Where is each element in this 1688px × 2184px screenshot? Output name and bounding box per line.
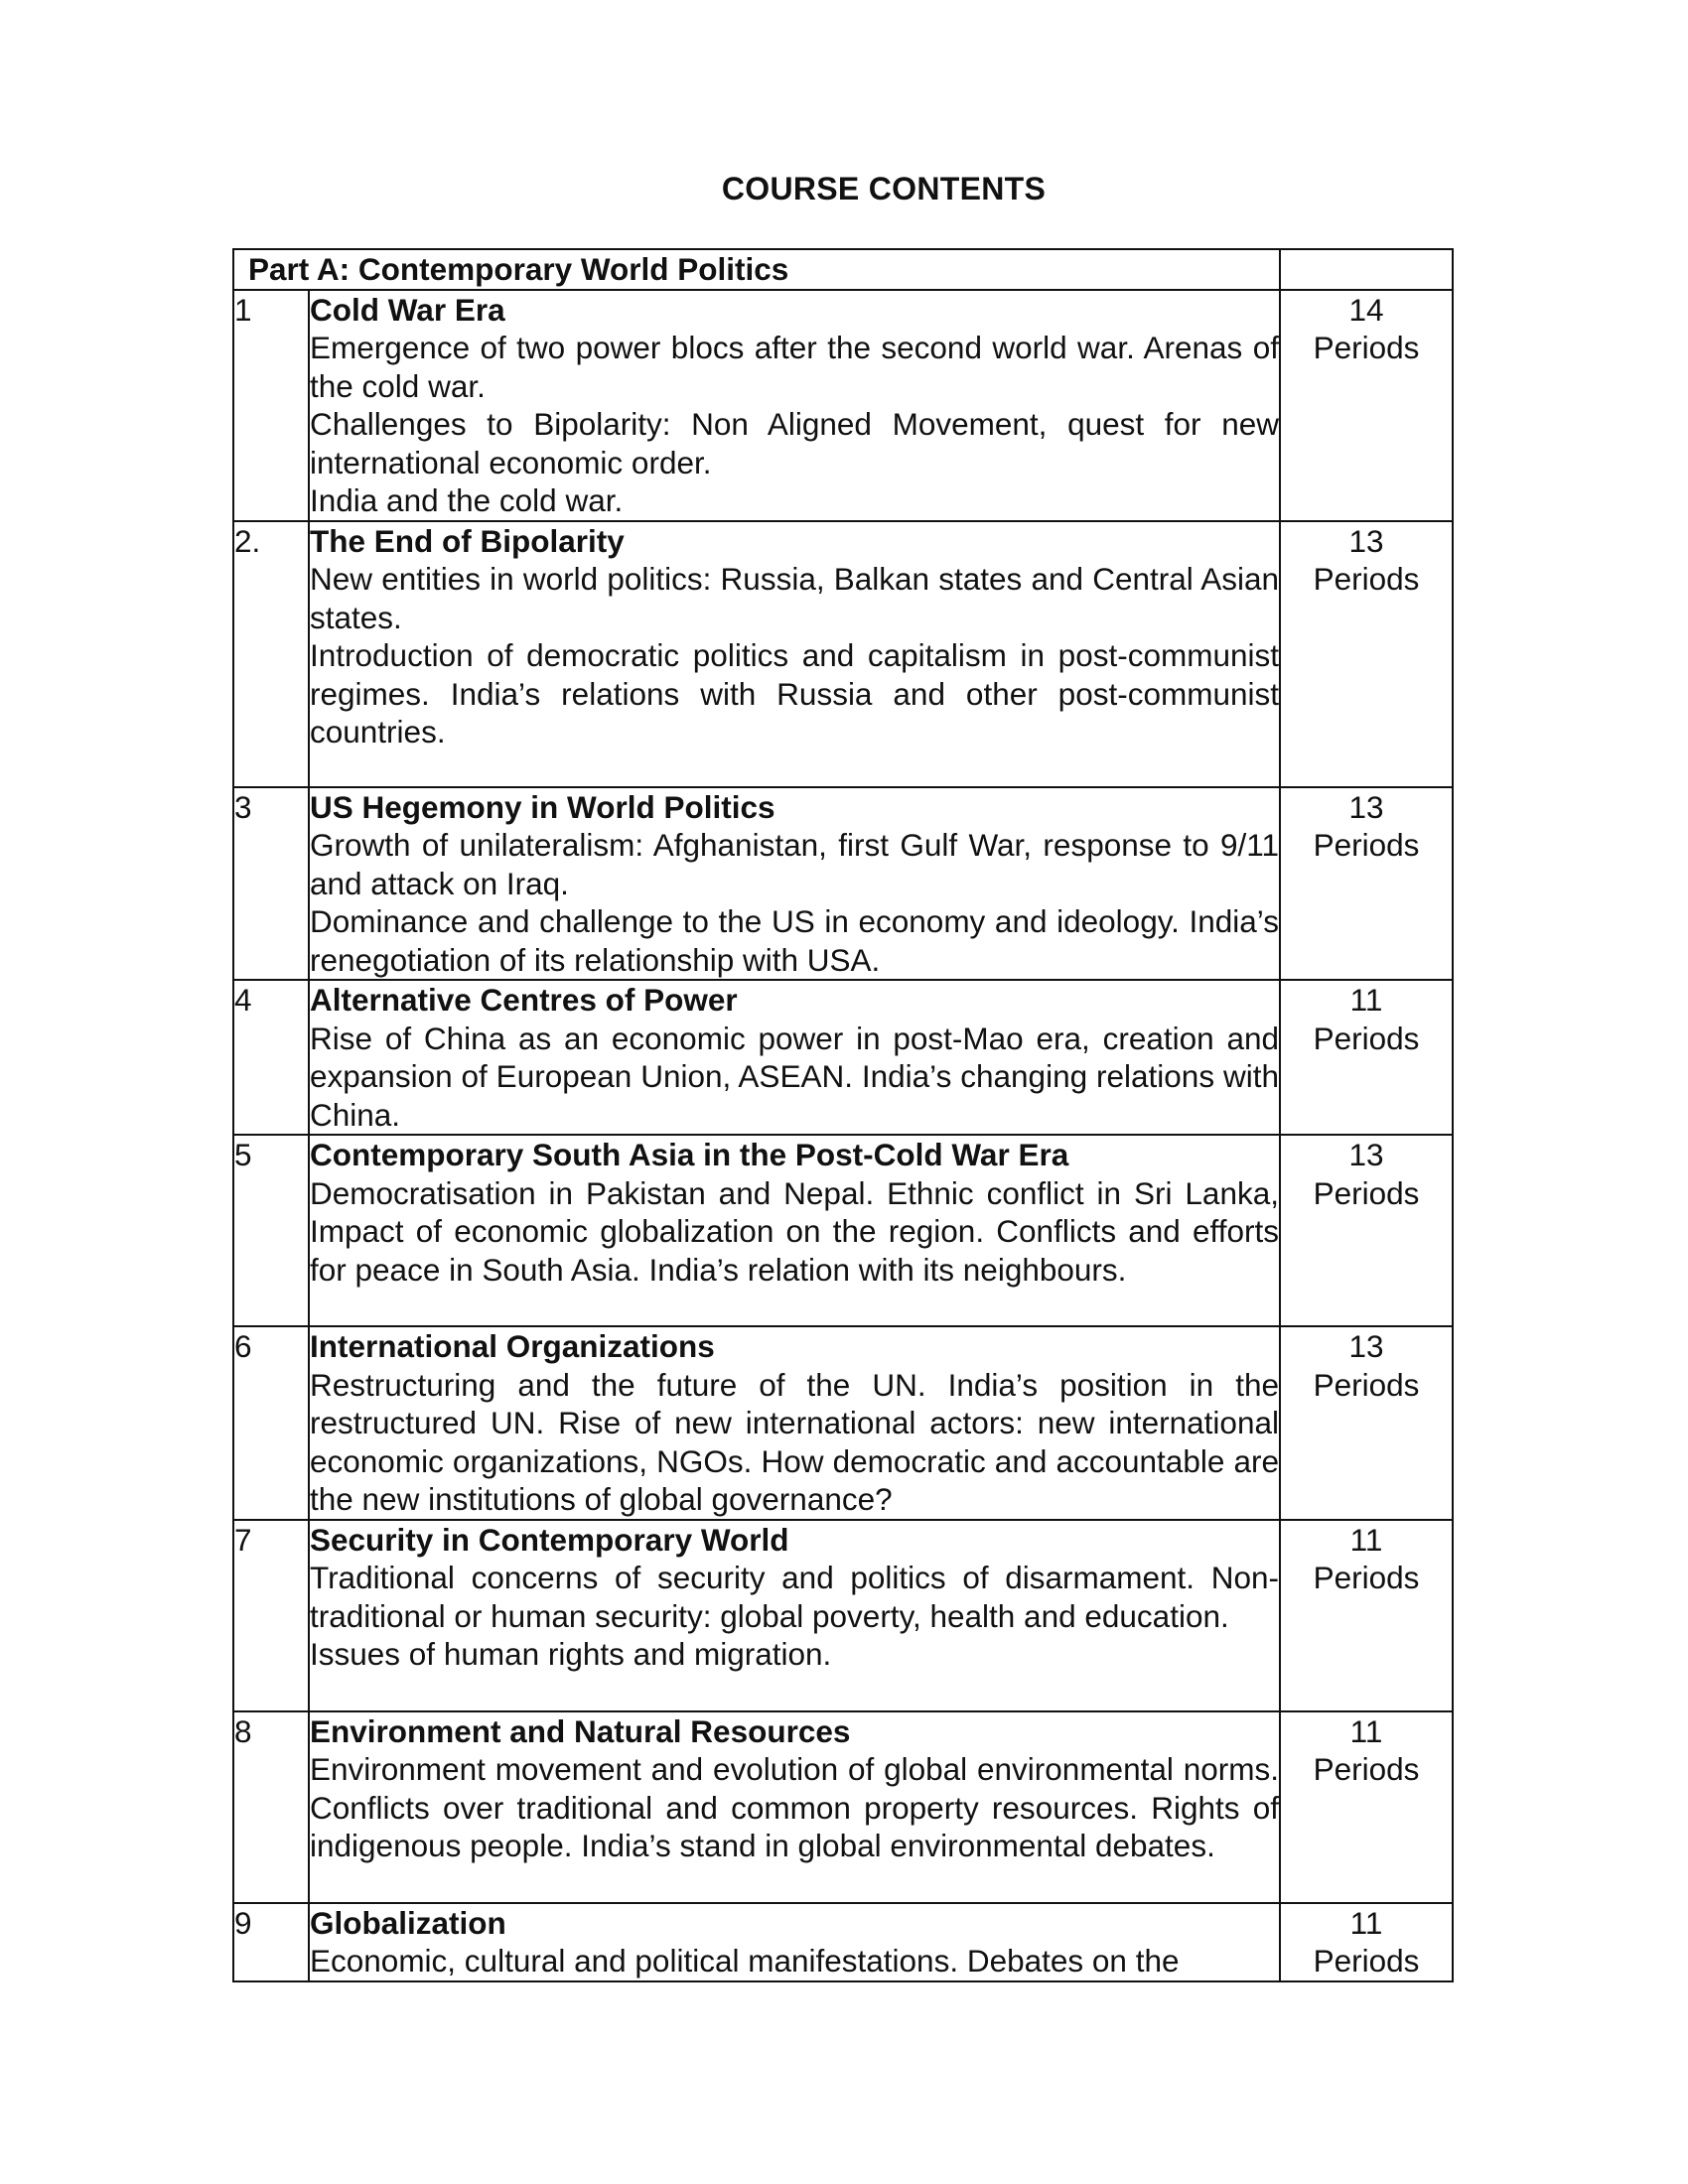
unit-description-line: Challenges to Bipolarity: Non Aligned Movement, quest for new international economic order. — [310, 406, 1279, 480]
unit-description — [310, 1366, 1279, 1519]
unit-row — [233, 1903, 1453, 1981]
unit-number: 8 — [233, 1711, 309, 1903]
unit-title: Security in Contemporary World — [310, 1521, 789, 1558]
unit-row — [233, 521, 1453, 787]
unit-number: 1 — [233, 290, 309, 521]
unit-description-line: Emergence of two power blocs after the second world war. Arenas of the cold war. — [310, 330, 1279, 404]
unit-row — [233, 787, 1453, 981]
unit-row — [233, 980, 1453, 1135]
unit-description-line: Economic, cultural and political manifestations. Debates on the — [310, 1943, 1180, 1979]
unit-periods — [1280, 1711, 1453, 1903]
unit-periods — [1280, 1520, 1453, 1711]
periods-count: 11 — [1349, 1904, 1383, 1941]
unit-number: 2. — [233, 521, 309, 787]
unit-periods — [1280, 290, 1453, 521]
unit-content — [309, 787, 1280, 981]
periods-label: Periods — [1313, 561, 1420, 597]
unit-number: 5 — [233, 1135, 309, 1326]
periods-label: Periods — [1313, 330, 1420, 365]
unit-description-line: Restructuring and the future of the UN. India’s position in the restructured UN. Rise of new international actors: new international economic organizations, NGOs. How democratic and accountable are the new institutions of global governance? — [310, 1366, 1279, 1517]
periods-count: 14 — [1348, 291, 1384, 328]
periods-count: 13 — [1348, 1328, 1384, 1364]
unit-content — [309, 1711, 1280, 1903]
unit-description — [310, 1942, 1279, 1980]
unit-row — [233, 1135, 1453, 1326]
unit-description-line: Rise of China as an economic power in post-Mao era, creation and expansion of European Union, ASEAN. India’s changing relations with China. — [310, 1020, 1279, 1133]
unit-periods — [1280, 787, 1453, 981]
unit-content — [309, 521, 1280, 787]
unit-title: Alternative Centres of Power — [310, 982, 738, 1018]
course-contents-table — [232, 248, 1454, 1982]
unit-number: 7 — [233, 1520, 309, 1711]
periods-count: 13 — [1348, 1137, 1384, 1172]
unit-description-line: Introduction of democratic politics and capitalism in post-communist regimes. India’s relations with Russia and other post-communist countries. — [310, 637, 1279, 750]
periods-label: Periods — [1313, 1751, 1420, 1787]
unit-description-line: Traditional concerns of security and politics of disarmament. Non-traditional or human security: global poverty, health and education. — [310, 1560, 1279, 1634]
unit-number: 9 — [233, 1903, 309, 1981]
part-heading-row — [233, 249, 1453, 290]
periods-count: 11 — [1349, 1712, 1383, 1749]
unit-description-line: Issues of human rights and migration. — [310, 1636, 832, 1672]
page-title: COURSE CONTENTS — [721, 171, 1047, 206]
unit-description-line: Environment movement and evolution of global environmental norms. Conflicts over traditional and common property resources. Rights of indigenous people. India’s stand in global environmental debates. — [310, 1751, 1279, 1863]
unit-row — [233, 1520, 1453, 1711]
unit-periods — [1280, 1326, 1453, 1520]
part-heading-periods-cell — [1280, 249, 1453, 290]
unit-description — [310, 1174, 1279, 1290]
unit-number: 6 — [233, 1326, 309, 1520]
unit-number: 4 — [233, 980, 309, 1135]
unit-description-line: Growth of unilateralism: Afghanistan, first Gulf War, response to 9/11 and attack on Iraq. — [310, 827, 1279, 901]
periods-label: Periods — [1313, 1943, 1420, 1979]
unit-row — [233, 290, 1453, 521]
unit-title: International Organizations — [310, 1328, 715, 1364]
periods-label: Periods — [1313, 827, 1420, 863]
unit-title: The End of Bipolarity — [310, 522, 625, 559]
periods-count: 11 — [1349, 982, 1383, 1018]
unit-content — [309, 1903, 1280, 1981]
periods-label: Periods — [1313, 1174, 1420, 1211]
unit-row — [233, 1326, 1453, 1520]
unit-description — [310, 826, 1279, 979]
periods-count: 13 — [1348, 788, 1384, 825]
unit-content — [309, 290, 1280, 521]
unit-description — [310, 1750, 1279, 1865]
unit-periods — [1280, 980, 1453, 1135]
unit-number: 3 — [233, 787, 309, 981]
periods-label: Periods — [1313, 1020, 1420, 1056]
unit-description-line: India and the cold war. — [310, 482, 624, 518]
periods-label: Periods — [1313, 1560, 1420, 1595]
unit-content — [309, 1135, 1280, 1326]
unit-title: Contemporary South Asia in the Post-Cold War Era — [310, 1137, 1069, 1172]
unit-description-line: Dominance and challenge to the US in economy and ideology. India’s renegotiation of its relationship with USA. — [310, 903, 1279, 978]
unit-periods — [1280, 1903, 1453, 1981]
unit-periods — [1280, 1135, 1453, 1326]
unit-periods — [1280, 521, 1453, 787]
unit-description — [310, 560, 1279, 751]
part-heading: Part A: Contemporary World Politics — [233, 249, 1280, 290]
unit-content — [309, 1520, 1280, 1711]
unit-description-line: New entities in world politics: Russia, Balkan states and Central Asian states. — [310, 561, 1279, 635]
periods-label: Periods — [1313, 1366, 1420, 1403]
unit-content — [309, 980, 1280, 1135]
unit-content — [309, 1326, 1280, 1520]
unit-title: US Hegemony in World Politics — [310, 788, 775, 825]
unit-description-line: Democratisation in Pakistan and Nepal. Ethnic conflict in Sri Lanka, Impact of economic globalization on the region. Conflicts and efforts for peace in South Asia. India’s relation with its neighbours. — [310, 1174, 1279, 1288]
unit-title: Environment and Natural Resources — [310, 1712, 851, 1749]
periods-count: 11 — [1349, 1521, 1383, 1558]
unit-row — [233, 1711, 1453, 1903]
unit-description — [310, 329, 1279, 520]
unit-description — [310, 1020, 1279, 1135]
periods-count: 13 — [1348, 522, 1384, 559]
unit-title: Globalization — [310, 1904, 506, 1941]
unit-description — [310, 1559, 1279, 1674]
unit-title: Cold War Era — [310, 291, 505, 328]
